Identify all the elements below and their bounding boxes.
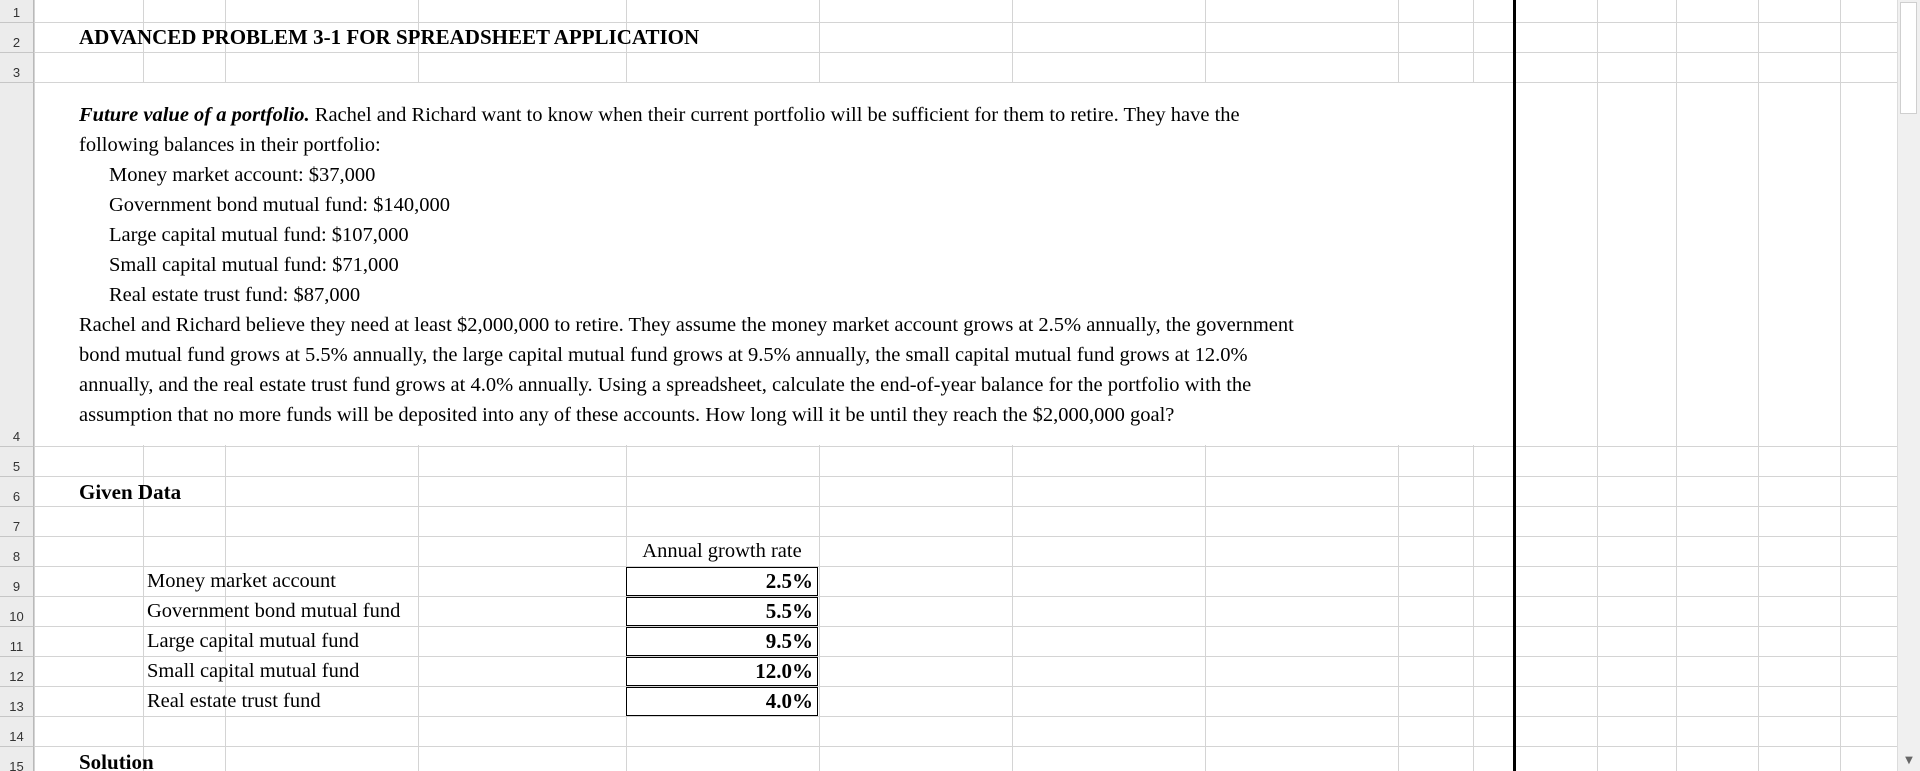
growth-rate-cell[interactable]: 9.5% — [626, 627, 818, 656]
grid-line — [34, 716, 1897, 717]
balance-item: Real estate trust fund: $87,000 — [109, 284, 361, 306]
problem-line-1 — [79, 100, 1240, 130]
fund-name: Money market account — [147, 570, 336, 592]
grid-line — [34, 506, 1897, 507]
problem-line-2: following balances in their portfolio: — [79, 134, 381, 156]
solution-heading: Solution — [79, 750, 154, 771]
page-break-line — [1513, 0, 1516, 771]
scroll-down-arrow-icon[interactable]: ▼ — [1905, 754, 1913, 766]
row-header[interactable]: 4 — [0, 83, 34, 447]
problem-line-1-text: Rachel and Richard want to know when their current portfolio will be sufficient for them to retire. They have the — [309, 104, 1240, 126]
row-header[interactable]: 8 — [0, 537, 34, 567]
balance-item: Small capital mutual fund: $71,000 — [109, 254, 399, 276]
grid-line — [34, 22, 1897, 23]
problem-lead: Future value of a portfolio. — [79, 104, 310, 126]
grid-line — [34, 566, 1897, 567]
growth-rate-cell[interactable]: 12.0% — [626, 657, 818, 686]
grid-line — [34, 446, 1897, 447]
rate-column-header: Annual growth rate — [642, 540, 802, 562]
row-header[interactable]: 10 — [0, 597, 34, 627]
row-header[interactable]: 14 — [0, 717, 34, 747]
grid-line — [34, 656, 1897, 657]
growth-rate-cell[interactable]: 5.5% — [626, 597, 818, 626]
grid-line — [34, 746, 1897, 747]
grid-line — [34, 536, 1897, 537]
row-header[interactable]: 7 — [0, 507, 34, 537]
page-title: ADVANCED PROBLEM 3-1 FOR SPREADSHEET APPLICATION — [79, 25, 700, 49]
fund-name: Small capital mutual fund — [147, 660, 360, 682]
problem-line-9: bond mutual fund grows at 5.5% annually, the large capital mutual fund grows at 9.5% annually, the small capital mutual fund grows at 12.0% — [79, 344, 1248, 366]
growth-rate-cell[interactable]: 4.0% — [626, 687, 818, 716]
problem-line-10: annually, and the real estate trust fund grows at 4.0% annually. Using a spreadsheet, calculate the end-of-year balance for the portfolio with the — [79, 374, 1252, 396]
fund-name: Real estate trust fund — [147, 690, 321, 712]
grid-line — [34, 52, 1897, 53]
fund-name: Government bond mutual fund — [147, 600, 401, 622]
row-header[interactable]: 1 — [0, 0, 34, 23]
row-header[interactable]: 5 — [0, 447, 34, 477]
row-header[interactable]: 6 — [0, 477, 34, 507]
row-header[interactable]: 9 — [0, 567, 34, 597]
row-header[interactable]: 3 — [0, 53, 34, 83]
balance-item: Large capital mutual fund: $107,000 — [109, 224, 409, 246]
problem-line-8: Rachel and Richard believe they need at least $2,000,000 to retire. They assume the money market account grows at 2.5% annually, the government — [79, 314, 1294, 336]
row-header[interactable]: 11 — [0, 627, 34, 657]
balance-item: Government bond mutual fund: $140,000 — [109, 194, 451, 216]
scrollbar-thumb[interactable] — [1900, 2, 1917, 114]
balance-item: Money market account: $37,000 — [109, 164, 376, 186]
row-header[interactable]: 12 — [0, 657, 34, 687]
growth-rate-cell[interactable]: 2.5% — [626, 567, 818, 596]
fund-name: Large capital mutual fund — [147, 630, 359, 652]
row-header[interactable]: 15 — [0, 747, 34, 771]
row-header[interactable]: 2 — [0, 23, 34, 53]
grid-line — [34, 596, 1897, 597]
problem-line-11: assumption that no more funds will be deposited into any of these accounts. How long will it be until they reach the $2,000,000 goal? — [79, 404, 1175, 426]
vertical-scrollbar[interactable] — [1897, 0, 1920, 771]
grid-line — [34, 476, 1897, 477]
grid-line — [34, 686, 1897, 687]
row-header[interactable]: 13 — [0, 687, 34, 717]
given-data-heading: Given Data — [79, 480, 182, 504]
grid-line — [34, 626, 1897, 627]
